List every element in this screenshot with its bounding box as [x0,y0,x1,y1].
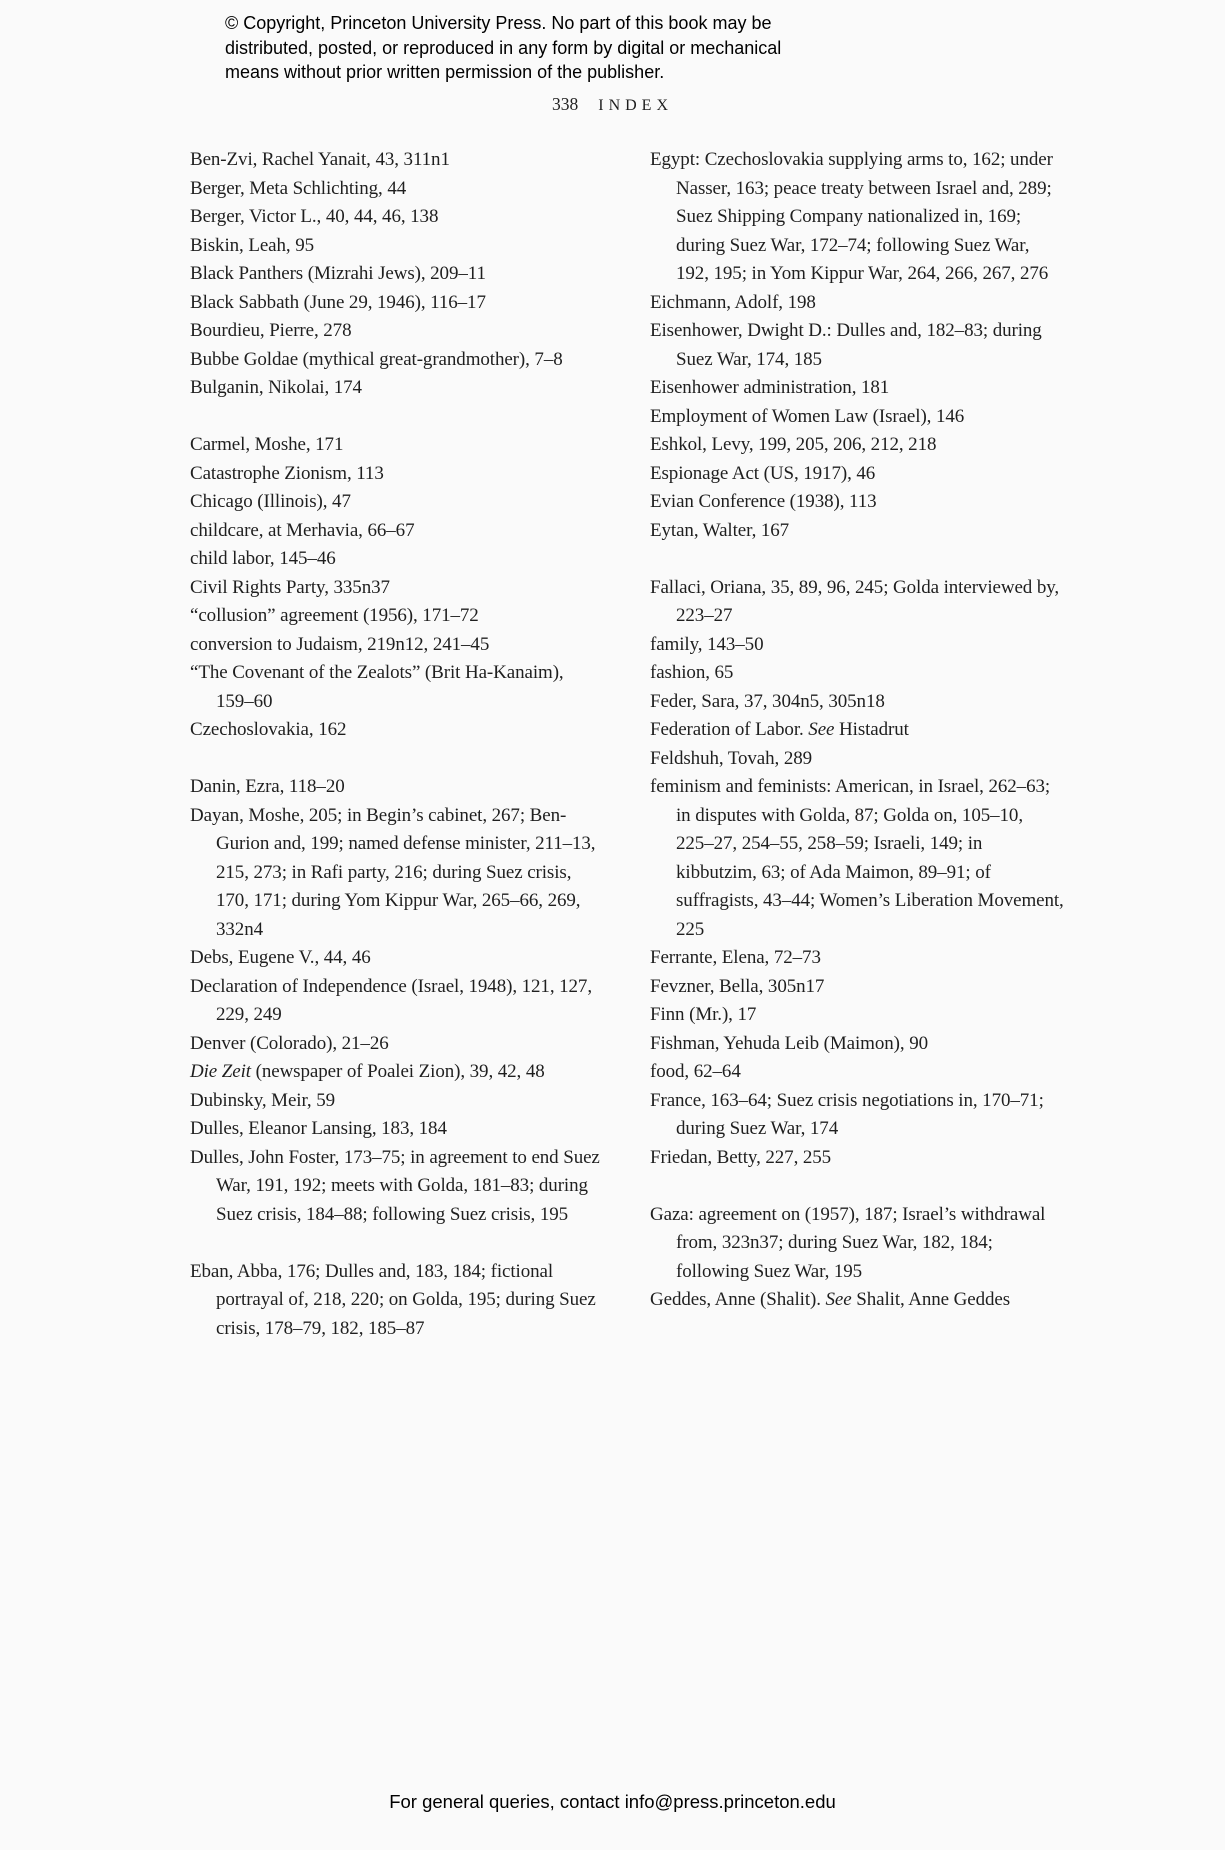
index-entry-text: Berger, Victor L., 40, 44, 46, 138 [190,206,439,227]
index-entry-text: Bubbe Goldae (mythical great-grandmother), 7–8 [190,348,563,370]
index-entry-text: Black Sabbath (June 29, 1946), 116–17 [190,291,486,313]
index-entry [650,574,1065,631]
index-entry [190,317,600,346]
index-entry [190,175,600,204]
index-entry [650,1001,1065,1030]
index-entry-text: Ben-Zvi, Rachel Yanait, 43, 311n1 [190,149,450,170]
copyright-notice [225,11,865,85]
index-entry [190,146,600,175]
index-entry-text: Carmel, Moshe, 171 [190,434,344,455]
index-entry [650,1058,1065,1087]
index-entry-text: Danin, Ezra, 118–20 [190,776,345,797]
index-entry-text: Fallaci, Oriana, 35, 89, 96, 245; Golda interviewed by, 223–27 [650,576,1060,626]
index-entry-text: France, 163–64; Suez crisis negotiations in, 170–71; during Suez War, 174 [650,1089,1044,1139]
index-entry-text: Berger, Meta Schlichting, 44 [190,177,407,199]
index-letter-group [190,431,600,745]
index-entry [650,716,1065,745]
index-entry [650,745,1065,774]
index-entry-italic-text: Die Zeit [190,1061,251,1082]
running-head [0,94,1225,115]
copyright-line: distributed, posted, or reproduced in any form by digital or mechanical [225,37,782,58]
index-entry-text: Geddes, Anne (Shalit). [650,1289,826,1310]
index-entry [650,517,1065,546]
index-entry [190,232,600,261]
index-entry [650,773,1065,944]
index-entry-text: Catastrophe Zionism, 113 [190,462,384,484]
index-letter-group [650,146,1065,545]
index-left-column [190,146,600,1343]
index-entry [190,631,600,660]
index-entry-text: Egypt: Czechoslovakia supplying arms to, 162; under Nasser, 163; peace treaty between Israel and, 289; Suez Shipping Company nationalized in, 169; during Suez War, 172–74; following Suez War, 192, 195; in Yom Kippur War, 264, 266, 267, 276 [650,149,1053,284]
index-entry [190,517,600,546]
index-entry-italic-text: See [808,719,835,740]
index-entry-text: child labor, 145–46 [190,548,336,569]
index-entry-text: Bourdieu, Pierre, 278 [190,320,352,341]
index-letter-group [190,773,600,1229]
index-entry [190,289,600,318]
index-entry-text: feminism and feminists: American, in Israel, 262–63; in disputes with Golda, 87; Golda on, 105–10, 225–27, 254–55, 258–59; Israeli, 149; in kibbutzim, 63; of Ada Maimon, 89–91; of suffragists, 43–44; Women’s Liberation Movement, 225 [650,776,1064,940]
index-entry-italic-text: See [825,1289,852,1310]
index-entry [190,346,600,375]
index-entry-text: fashion, 65 [650,662,734,683]
index-entry-text: Evian Conference (1938), 113 [650,491,877,512]
index-entry [190,1087,600,1116]
index-entry [190,431,600,460]
index-entry-text: Czechoslovakia, 162 [190,719,347,740]
index-letter-group [190,1258,600,1344]
index-entry [190,574,600,603]
index-entry [650,488,1065,517]
index-entry [190,973,600,1030]
index-letter-group [190,146,600,403]
index-entry-text: Feder, Sara, 37, 304n5, 305n18 [650,690,885,712]
index-entry [650,1144,1065,1173]
index-right-column [650,146,1065,1343]
index-entry-text: Dayan, Moshe, 205; in Begin’s cabinet, 267; Ben-Gurion and, 199; named defense minister, 211–13, 215, 273; in Rafi party, 216; during Suez crisis, 170, 171; during Yom Kippur War, 265–66, 269, 332n4 [190,804,596,940]
index-entry-text: Black Panthers (Mizrahi Jews), 209–11 [190,263,486,284]
index-entry [650,1087,1065,1144]
index-entry [650,403,1065,432]
index-entry-text: Fevzner, Bella, 305n17 [650,975,825,997]
index-entry [190,1030,600,1059]
index-entry [190,460,600,489]
index-entry [190,602,600,631]
index-entry-text: Employment of Women Law (Israel), 146 [650,405,965,427]
index-entry [650,431,1065,460]
index-entry [190,374,600,403]
index-entry-text: food, 62–64 [650,1061,741,1082]
index-entry-text: Declaration of Independence (Israel, 1948), 121, 127, 229, 249 [190,975,592,1025]
index-entry-text: Eichmann, Adolf, 198 [650,291,816,313]
index-entry-text: Espionage Act (US, 1917), 46 [650,462,876,484]
index-entry-text: conversion to Judaism, 219n12, 241–45 [190,633,490,655]
index-entry-text: Bulganin, Nikolai, 174 [190,377,362,398]
index-entry-text: Dulles, John Foster, 173–75; in agreement to end Suez War, 191, 192; meets with Golda, 181–83; during Suez crisis, 184–88; following Suez crisis, 195 [190,1146,600,1225]
index-entry [190,1115,600,1144]
index-entry [650,944,1065,973]
index-entry-text: “The Covenant of the Zealots” (Brit Ha-Kanaim), 159–60 [190,662,564,712]
index-entry [190,545,600,574]
index-entry [190,203,600,232]
index-entry-text: Histadrut [834,719,909,740]
footer-contact: For general queries, contact info@press.princeton.edu [389,1791,836,1812]
index-letter-group [650,1201,1065,1315]
page-number: 338 [551,94,579,114]
index-entry [190,944,600,973]
index-entry [650,973,1065,1002]
index-entry [650,374,1065,403]
index-entry [190,1258,600,1344]
index-entry [650,688,1065,717]
copyright-line: © Copyright, Princeton University Press. No part of this book may be [225,13,772,33]
index-entry-text: Gaza: agreement on (1957), 187; Israel’s withdrawal from, 323n37; during Suez War, 182, 184; following Suez War, 195 [650,1203,1046,1282]
index-entry [190,802,600,945]
index-entry-text: Friedan, Betty, 227, 255 [650,1146,832,1168]
index-entry-text: Dulles, Eleanor Lansing, 183, 184 [190,1118,447,1139]
index-entry [650,460,1065,489]
index-entry [650,1201,1065,1287]
index-entry-text: Eisenhower administration, 181 [650,377,890,398]
index-entry [190,1144,600,1230]
index-entry [650,1286,1065,1315]
index-entry [190,659,600,716]
index-entry-text: Eytan, Walter, 167 [650,519,790,541]
index-entry [190,488,600,517]
index-entry-text: Feldshuh, Tovah, 289 [650,747,813,769]
index-entry [650,631,1065,660]
index-entry [650,1030,1065,1059]
page-title: INDEX [598,97,673,114]
index-entry-text: “collusion” agreement (1956), 171–72 [190,605,479,626]
index-entry-text: Finn (Mr.), 17 [650,1004,757,1025]
index-entry-text: Federation of Labor. [650,719,809,740]
index-entry-text: Dubinsky, Meir, 59 [190,1089,336,1111]
index-entry-text: childcare, at Merhavia, 66–67 [190,519,415,541]
index-entry [190,1058,600,1087]
index-entry [190,773,600,802]
index-letter-group [650,574,1065,1173]
index-entry [650,659,1065,688]
index-entry [190,716,600,745]
index-entry [190,260,600,289]
index-entry-text: Eisenhower, Dwight D.: Dulles and, 182–83; during Suez War, 174, 185 [650,320,1042,370]
index-entry-text: Ferrante, Elena, 72–73 [650,947,821,968]
index-entry-text: Chicago (Illinois), 47 [190,491,351,512]
index-entry-text: Denver (Colorado), 21–26 [190,1032,389,1054]
index-entry-text: Eban, Abba, 176; Dulles and, 183, 184; fictional portrayal of, 218, 220; on Golda, 195; during Suez crisis, 178–79, 182, 185–87 [190,1260,596,1339]
index-entry-text: Shalit, Anne Geddes [851,1289,1011,1310]
index-entry-text: Eshkol, Levy, 199, 205, 206, 212, 218 [650,434,937,455]
index-entry [650,146,1065,289]
index-entry-text: Civil Rights Party, 335n37 [190,576,390,598]
index-entry [650,289,1065,318]
index-entry-text: family, 143–50 [650,633,764,655]
index-entry-text: (newspaper of Poalei Zion), 39, 42, 48 [250,1061,545,1082]
index-entry-text: Debs, Eugene V., 44, 46 [190,947,371,968]
copyright-line: means without prior written permission of the publisher. [225,62,665,82]
index-entry-text: Biskin, Leah, 95 [190,234,314,256]
index-entry-text: Fishman, Yehuda Leib (Maimon), 90 [650,1032,928,1054]
index-entry [650,317,1065,374]
index-columns [190,146,1065,1343]
